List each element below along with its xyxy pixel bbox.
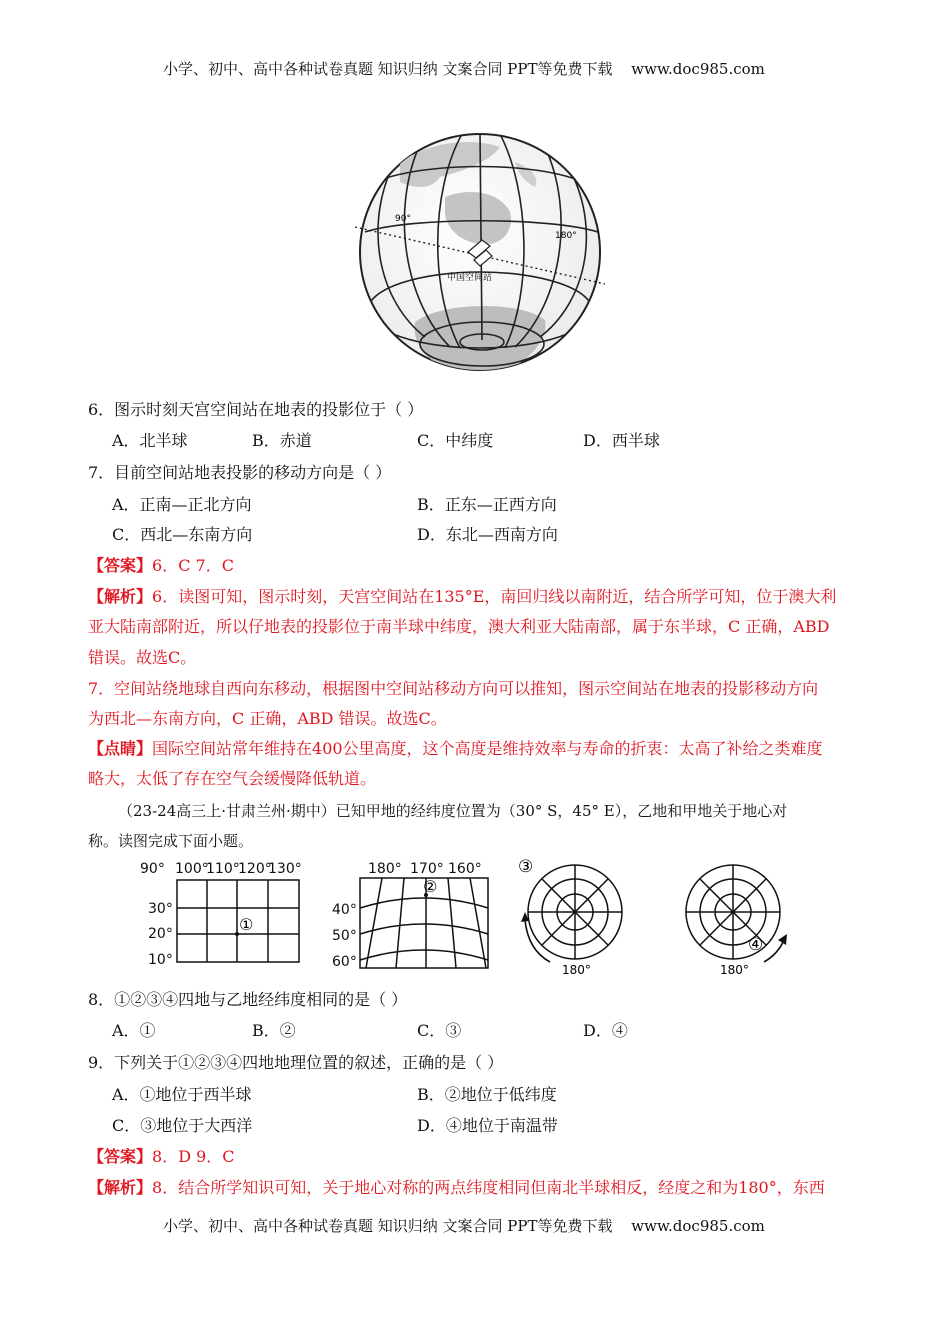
dianjing-tag: 【点睛】 [88,739,153,758]
answer2-tag: 【答案】 [88,1147,153,1166]
analysis7-line-2: 为西北—东南方向，C 正确，ABD 错误。故选C。 [88,709,447,728]
q8-option-a: A．① [112,1021,156,1040]
q7-option-c: C．西北—东南方向 [112,525,253,544]
q6-option-a: A．北半球 [112,431,188,450]
figure-1-grid [140,858,320,973]
figure-2-grid [330,858,495,973]
intro-line-1: （23-24高三上·甘肃兰州·期中）已知甲地的经纬度位置为（30° S，45° E），乙地和甲地关于地心对 [118,802,788,820]
fig1-lat-20: 20° [148,926,173,942]
fig3-circles [528,865,622,959]
header-url: www.doc985.com [631,60,765,78]
q9-option-a: A．①地位于西半球 [112,1085,252,1104]
fig4-arrow [764,940,784,962]
analysis7-line-1: 7．空间站绕地球自西向东移动，根据图中空间站移动方向可以推知，图示空间站在地表的投影移动方向 [88,679,819,698]
figure-3-polar [510,850,630,980]
globe-figure [350,132,610,382]
q7-option-b: B．正东—正西方向 [417,495,557,514]
analysis2-line [88,1175,825,1198]
label-180: 180° [555,231,577,241]
dianjing-line-2: 略大，太低了存在空气会缓慢降低轨道。 [88,769,377,788]
answer-1 [88,553,234,576]
footer-url: www.doc985.com [631,1217,765,1235]
q6-stem: 6．图示时刻天宫空间站在地表的投影位于（ ） [88,400,424,419]
q9-option-d: D．④地位于南温带 [417,1116,558,1135]
analysis-line-1 [88,584,836,607]
fig3-label-180: 180° [562,963,591,977]
page-footer [163,1215,765,1236]
analysis2-tag: 【解析】 [88,1178,153,1197]
q6-option-d: D．西半球 [583,431,660,450]
q7-option-a: A．正南—正北方向 [112,495,252,514]
fig1-gridlines [177,880,299,962]
analysis2-text: 8．结合所学知识可知，关于地心对称的两点纬度相同但南北半球相反，经度之和为180°，东西 [152,1178,825,1197]
answer-tag: 【答案】 [88,556,153,575]
fig3-mark: ③ [518,857,534,877]
analysis-line-2: 亚大陆南部附近，所以仔地表的投影位于南半球中纬度，澳大利亚大陆南部，属于东半球，C 正确，ABD [88,617,830,636]
q8-stem: 8．①②③④四地与乙地经纬度相同的是（ ） [88,990,408,1009]
station-label: 中国空间站 [447,273,493,283]
fig2-lat-40: 40° [332,902,357,918]
q9-option-b: B．②地位于低纬度 [417,1085,557,1104]
intro-line-2: 称。读图完成下面小题。 [88,832,254,850]
answer-2 [88,1144,235,1167]
q7-stem: 7．目前空间站地表投影的移动方向是（ ） [88,463,392,482]
label-90: 90° [395,214,411,224]
q8-option-d: D．④ [583,1021,628,1040]
fig2-lat-50: 50° [332,928,357,944]
fig2-mark: ② [423,877,438,896]
q6-option-b: B．赤道 [252,431,312,450]
fig2-lat-60: 60° [332,954,357,970]
page-header [163,58,765,79]
q9-stem: 9．下列关于①②③④四地地理位置的叙述，正确的是（ ） [88,1053,504,1072]
fig1-lon-90: 90° [140,861,165,877]
dianjing-line-1 [88,736,823,759]
analysis-line-3: 错误。故选C。 [88,648,197,667]
analysis-text: 6．读图可知，图示时刻，天宫空间站在135°E，南回归线以南附近，结合所学可知，位于澳大利 [152,587,837,606]
fig1-lon-120: 120° [238,861,272,877]
fig2-lon-160: 160° [448,861,482,877]
q8-option-c: C．③ [417,1021,462,1040]
dianjing-text: 国际空间站常年维持在400公里高度，这个高度是维持效率与寿命的折衷：太高了补给之类难度 [152,739,823,758]
q6-option-c: C．中纬度 [417,431,494,450]
fig1-lon-130: 130° [268,861,302,877]
q8-option-b: B．② [252,1021,296,1040]
figure-4-polar [668,850,798,980]
header-text: 小学、初中、高中各种试卷真题 知识归纳 文案合同 PPT等免费下载 [163,60,613,78]
fig1-lat-30: 30° [148,901,173,917]
fig1-mark: ① [239,915,254,934]
fig1-lon-110: 110° [206,861,240,877]
fig1-lon-100: 100° [175,861,209,877]
footer-text: 小学、初中、高中各种试卷真题 知识归纳 文案合同 PPT等免费下载 [163,1217,613,1235]
q9-option-c: C．③地位于大西洋 [112,1116,253,1135]
fig2-lon-170: 170° [410,861,444,877]
q7-option-d: D．东北—西南方向 [417,525,558,544]
analysis-tag: 【解析】 [88,587,153,606]
fig4-mark: ④ [748,935,764,955]
answer2-text: 8．D 9．C [152,1147,235,1166]
answer-text: 6．C 7．C [152,556,234,575]
fig4-label-180: 180° [720,963,749,977]
fig4-circles [686,865,780,959]
fig1-lat-10: 10° [148,952,173,968]
fig2-lon-180: 180° [368,861,402,877]
